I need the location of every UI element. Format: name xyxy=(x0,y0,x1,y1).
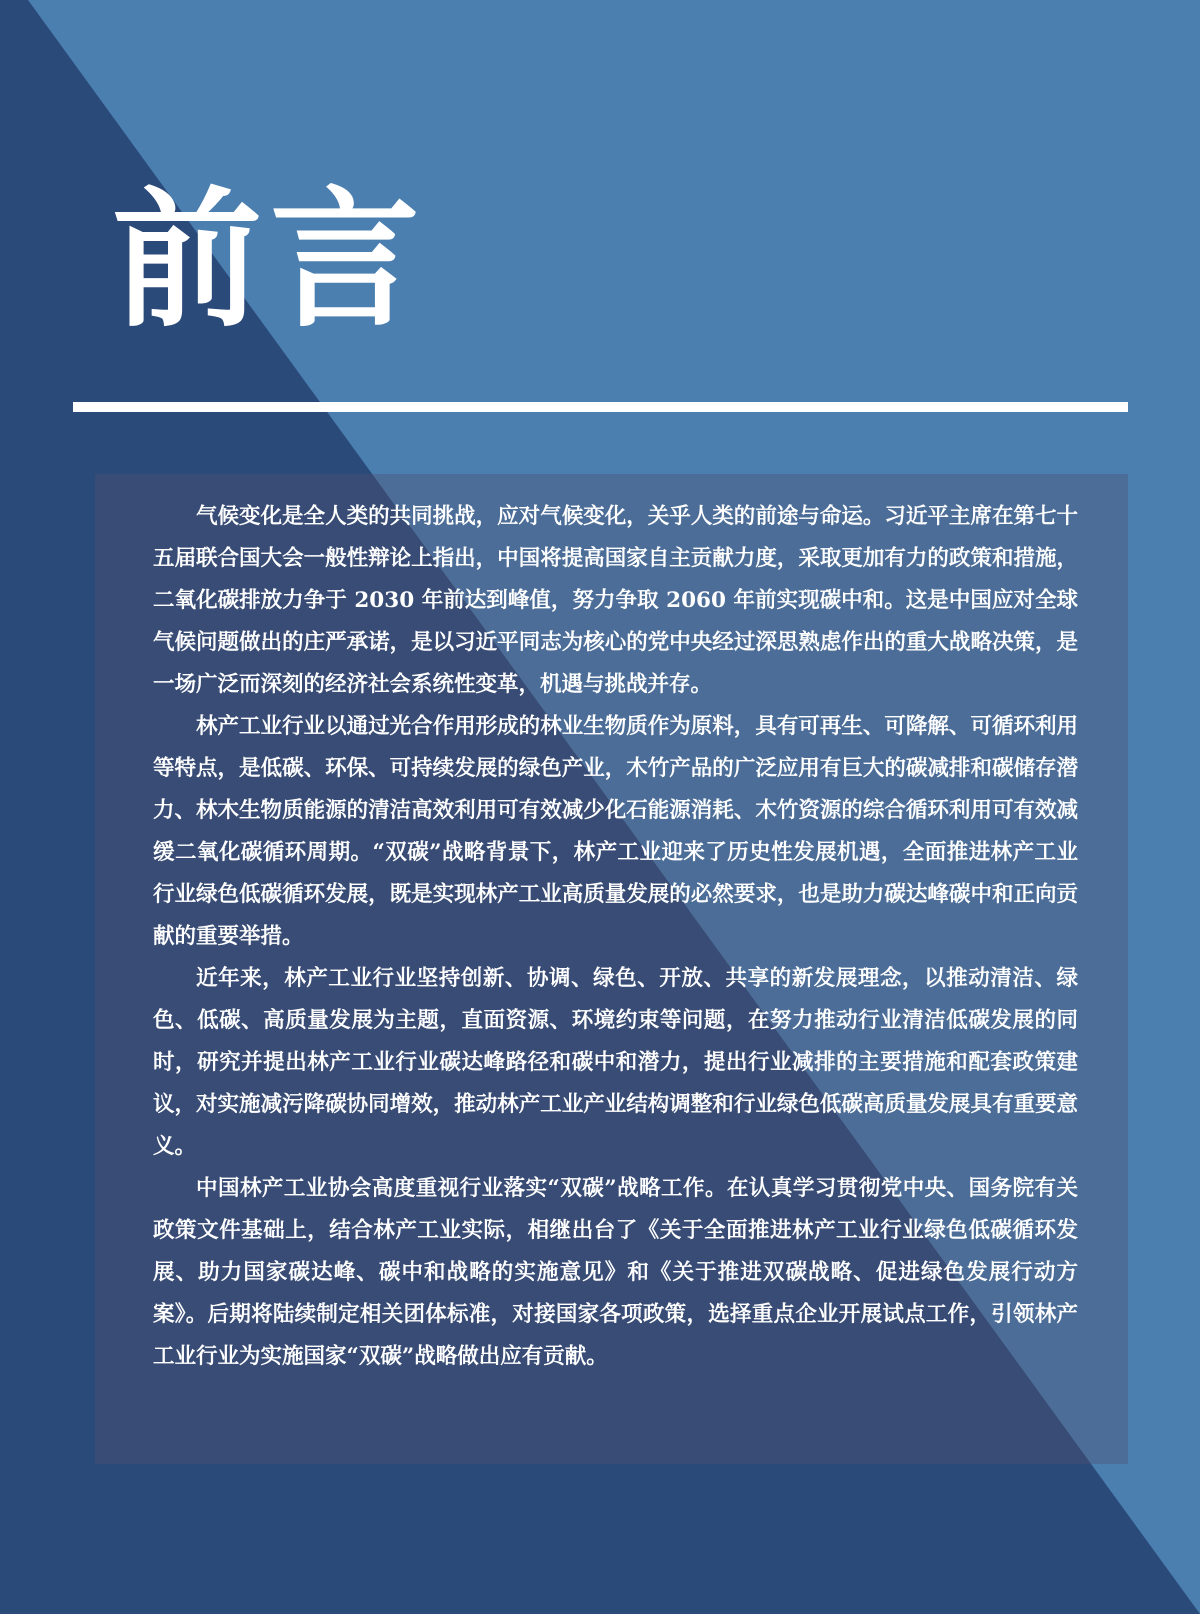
paragraph-3: 近年来，林产工业行业坚持创新、协调、绿色、开放、共享的新发展理念，以推动清洁、绿色、低碳、高质量发展为主题，直面资源、环境约束等问题，在努力推动行业清洁低碳发展的同时，研究并提出林产工业行业碳达峰路径和碳中和潜力，提出行业减排的主要措施和配套政策建议，对实施减污降碳协同增效，推动林产工业产业结构调整和行业绿色低碳高质量发展具有重要意义。 xyxy=(153,966,1078,1159)
paragraph-2: 林产工业行业以通过光合作用形成的林业生物质作为原料，具有可再生、可降解、可循环利用等特点，是低碳、环保、可持续发展的绿色产业，木竹产品的广泛应用有巨大的碳减排和碳储存潜力、林木生物质能源的清洁高效利用可有效减少化石能源消耗、木竹资源的综合循环利用可有效减缓二氧化碳循环周期。“双碳”战略背景下，林产工业迎来了历史性发展机遇，全面推进林产工业行业绿色低碳循环发展，既是实现林产工业高质量发展的必然要求，也是助力碳达峰碳中和正向贡献的重要举措。 xyxy=(153,714,1078,949)
page-title: 前言 xyxy=(112,172,429,348)
title-divider xyxy=(73,402,1128,412)
paragraph-4: 中国林产工业协会高度重视行业落实“双碳”战略工作。在认真学习贯彻党中央、国务院有关政策文件基础上，结合林产工业实际，相继出台了《关于全面推进林产工业行业绿色低碳循环发展、助力国家碳达峰、碳中和战略的实施意见》和《关于推进双碳战略、促进绿色发展行动方案》。后期将陆续制定相关团体标准，对接国家各项政策，选择重点企业开展试点工作，引领林产工业行业为实施国家“双碳”战略做出应有贡献。 xyxy=(153,1176,1078,1369)
preface-body xyxy=(153,496,1078,1378)
paragraph-1: 气候变化是全人类的共同挑战，应对气候变化，关乎人类的前途与命运。习近平主席在第七十五届联合国大会一般性辩论上指出，中国将提高国家自主贡献力度，采取更加有力的政策和措施，二氧化碳排放力争于 2030 年前达到峰值，努力争取 2060 年前实现碳中和。这是中国应对全球气候问题做出的庄严承诺，是以习近平同志为核心的党中央经过深思熟虑作出的重大战略决策，是一场广泛而深刻的经济社会系统性变革，机遇与挑战并存。 xyxy=(153,504,1078,697)
